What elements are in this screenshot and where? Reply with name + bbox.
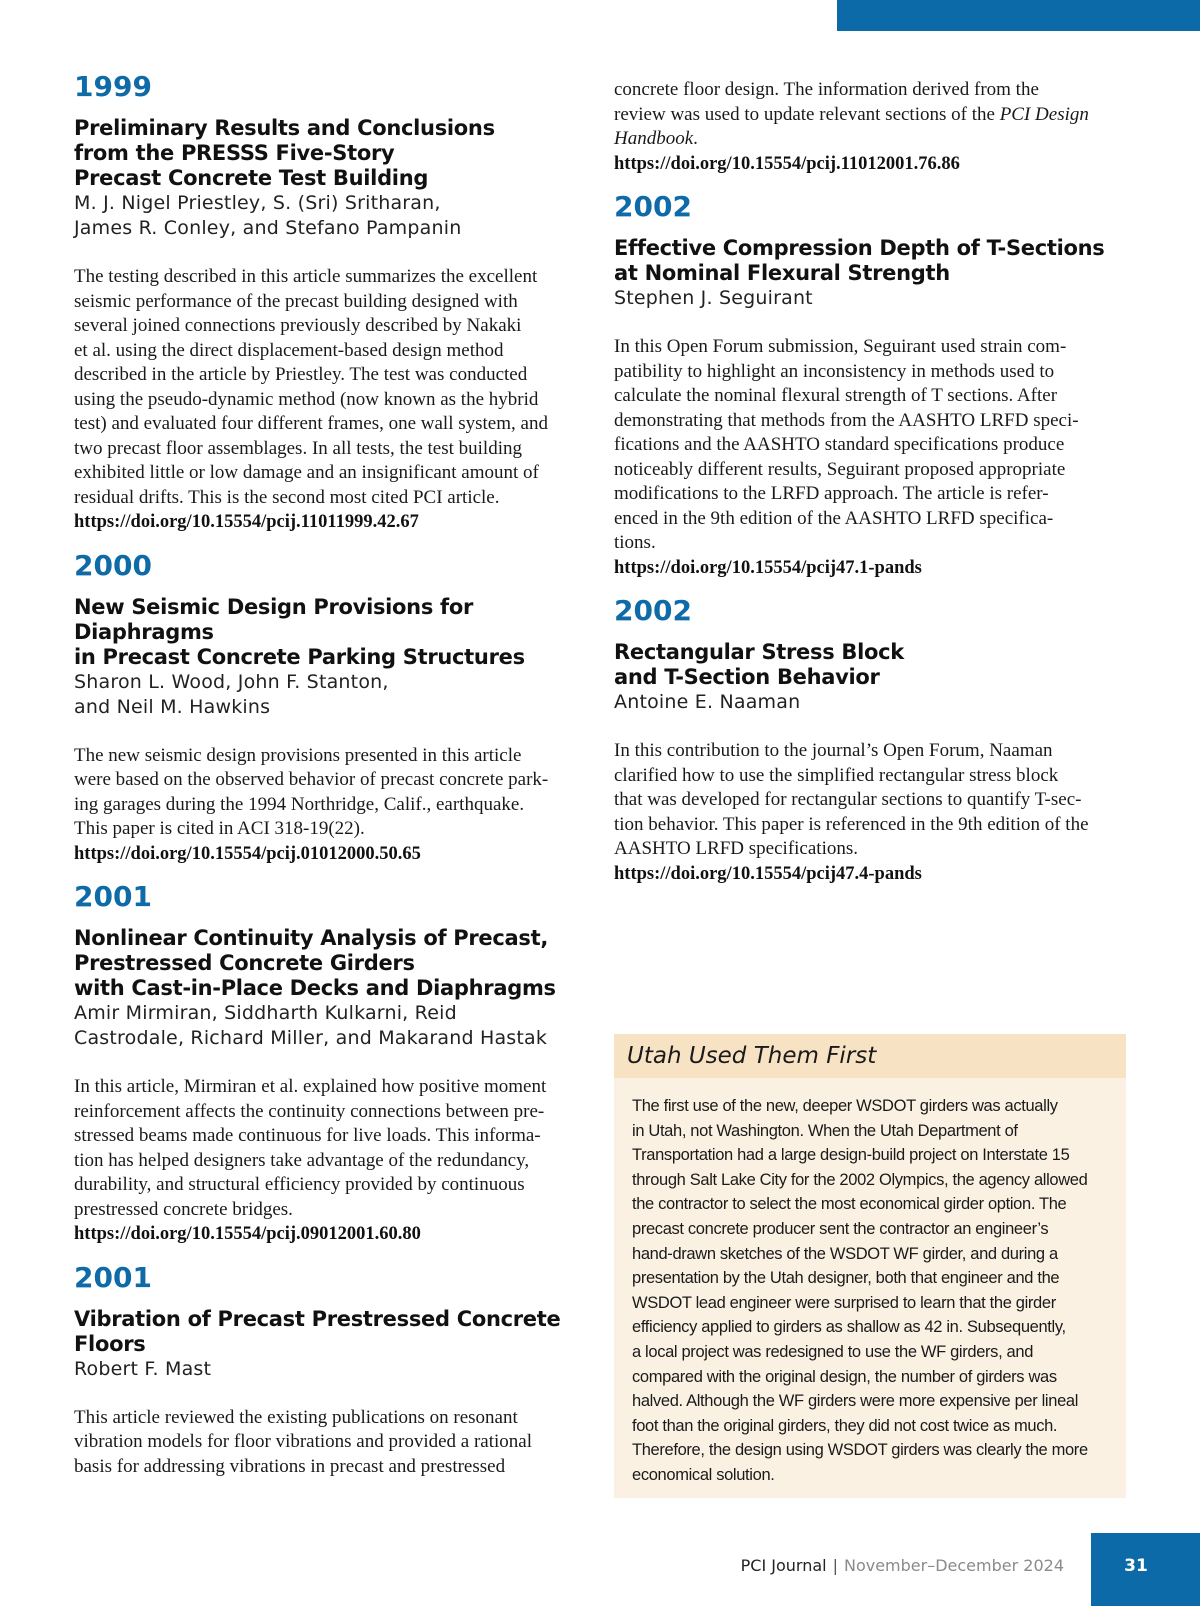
year-heading: 2000 (74, 548, 152, 582)
body-line: ing garages during the 1994 Northridge, Calif., earthquake. (74, 793, 525, 815)
body-line: In this Open Forum submission, Seguirant used strain com- (614, 336, 1067, 357)
sidebar-line: a local project was redesigned to use the WF girders, and (632, 1342, 1034, 1361)
year-heading: 2001 (74, 1260, 152, 1294)
page-number-box (1091, 1533, 1200, 1606)
article-title-line: Rectangular Stress Block (614, 640, 904, 664)
body-line: enced in the 9th edition of the AASHTO LRFD specifica- (614, 507, 1054, 529)
body-line: reinforcement affects the continuity connections between pre- (74, 1100, 545, 1122)
author-line: James R. Conley, and Stefano Pampanin (74, 217, 462, 239)
body-line: basis for addressing vibrations in precast and prestressed (74, 1455, 506, 1477)
sidebar-line: WSDOT lead engineer were surprised to learn that the girder (632, 1293, 1056, 1312)
author-line: Robert F. Mast (74, 1357, 212, 1380)
article-authors (614, 690, 1129, 715)
sidebar-line: presentation by the Utah designer, both that engineer and the (632, 1269, 1060, 1288)
left-column (74, 70, 586, 1479)
body-line: This article reviewed the existing publications on resonant (74, 1406, 518, 1428)
sidebar-line: precast concrete producer sent the contractor an engineer’s (632, 1219, 1049, 1238)
author-line: Amir Mirmiran, Siddharth Kulkarni, Reid (74, 1002, 457, 1024)
body-line: that was developed for rectangular sections to quantify T-sec- (614, 789, 1082, 810)
article-authors (74, 191, 586, 241)
body-line: fications and the AASHTO standard specifications produce (614, 434, 1065, 455)
page-footer (0, 1533, 1200, 1606)
body-line: tions. (614, 532, 656, 553)
article-authors (74, 1357, 586, 1382)
sidebar-line: halved. Although the WF girders were more expensive per lineal (632, 1392, 1079, 1411)
sidebar-body (614, 1078, 1126, 1488)
body-line: et al. using the direct displacement-based design method (74, 339, 504, 361)
body-line: In this contribution to the journal’s Open Forum, Naaman (614, 740, 1053, 761)
continued-article-text (614, 78, 1129, 176)
body-line: test) and evaluated four different frames, one wall system, and (74, 413, 548, 434)
right-entries (614, 190, 1129, 886)
article-title-line: Preliminary Results and Conclusions (74, 116, 495, 140)
author-line: Antoine E. Naaman (614, 691, 801, 713)
sidebar-line: Therefore, the design using WSDOT girders was clearly the more (632, 1441, 1088, 1460)
body-line: were based on the observed behavior of precast concrete park- (74, 769, 549, 790)
article-authors (614, 286, 1129, 311)
body-line: AASHTO LRFD specifications. (614, 838, 858, 859)
footer-journal-info (741, 1556, 1064, 1576)
doi-link[interactable]: https://doi.org/10.15554/pcij.01012000.50.65 (74, 843, 421, 864)
article-authors (74, 1001, 586, 1051)
body-line: stressed beams made continuous for live loads. This informa- (74, 1125, 541, 1146)
body-line: clarified how to use the simplified rectangular stress block (614, 764, 1059, 786)
body-line: review was used to update relevant sections of the PCI Design (614, 103, 1089, 125)
body-line: tion behavior. This paper is referenced in the 9th edition of the (614, 813, 1089, 835)
article-title-line: Prestressed Concrete Girders (74, 951, 415, 975)
body-line: exhibited little or low damage and an insignificant amount of (74, 462, 539, 483)
body-line: demonstrating that methods from the AASHTO LRFD speci- (614, 409, 1079, 431)
article-title-line: from the PRESSS Five-Story (74, 141, 395, 165)
body-line: calculate the nominal flexural strength of T sections. After (614, 385, 1058, 406)
article-title-line: New Seismic Design Provisions for Diaphragms (74, 594, 474, 644)
article-title-line: at Nominal Flexural Strength (614, 261, 950, 285)
doi-link[interactable]: https://doi.org/10.15554/pcij.11011999.42.67 (74, 512, 419, 532)
author-line: M. J. Nigel Priestley, S. (Sri) Sritharan, (74, 192, 441, 214)
author-line: Sharon L. Wood, John F. Stanton, (74, 670, 389, 693)
sidebar-line: efficiency applied to girders as shallow as 42 in. Subsequently, (632, 1318, 1066, 1337)
doi-link[interactable]: https://doi.org/10.15554/pcij47.1-pands (614, 557, 922, 578)
year-heading: 2002 (614, 190, 692, 223)
year-heading: 2001 (74, 880, 152, 913)
doi-link[interactable]: https://doi.org/10.15554/pcij.11012001.76.86 (614, 153, 960, 174)
body-line: In this article, Mirmiran et al. explained how positive moment (74, 1076, 547, 1097)
journal-name: PCI Journal (740, 1556, 827, 1575)
sidebar-line: through Salt Lake City for the 2002 Olympics, the agency allowed (632, 1170, 1088, 1189)
body-line: The testing described in this article summarizes the excellent (74, 266, 538, 287)
body-line: This paper is cited in ACI 318-19(22). (74, 818, 365, 839)
top-accent-bar (837, 0, 1200, 31)
article-entry (614, 190, 1129, 580)
sidebar-box (614, 1034, 1126, 1498)
handbook-title: PCI Design (999, 103, 1089, 125)
article-entry (74, 549, 586, 867)
article-title-line: and T-Section Behavior (614, 665, 880, 689)
article-authors (74, 670, 586, 720)
article-title-line: Precast Concrete Test Building (74, 166, 429, 190)
sidebar-line: compared with the original design, the number of girders was (632, 1367, 1057, 1386)
sidebar-line: the contractor to select the most economical girder option. The (632, 1195, 1067, 1214)
sidebar-line: The first use of the new, deeper WSDOT girders was actually (632, 1097, 1058, 1115)
article-title-line: Effective Compression Depth of T-Sections (614, 236, 1105, 260)
sidebar-line: foot than the original girders, they did not cost twice as much. (632, 1416, 1058, 1435)
doi-link[interactable]: https://doi.org/10.15554/pcij47.4-pands (614, 863, 922, 884)
body-line: concrete floor design. The information derived from the (614, 79, 1039, 100)
body-line: prestressed concrete bridges. (74, 1198, 293, 1220)
article-title-line: with Cast-in-Place Decks and Diaphragms (74, 976, 556, 1000)
footer-separator: | (832, 1556, 838, 1575)
body-line: modifications to the LRFD approach. The article is refer- (614, 483, 1049, 504)
sidebar-title: Utah Used Them First (614, 1034, 1126, 1078)
body-line: tion has helped designers take advantage of the redundancy, (74, 1149, 530, 1171)
article-entry (74, 70, 586, 535)
body-line: using the pseudo-dynamic method (now known as the hybrid (74, 388, 539, 410)
author-line: and Neil M. Hawkins (74, 695, 271, 718)
sidebar-line: in Utah, not Washington. When the Utah Department of (632, 1121, 1018, 1140)
body-line: patibility to highlight an inconsistency in methods used to (614, 360, 1055, 382)
body-line: Handbook. (614, 128, 698, 149)
doi-link[interactable]: https://doi.org/10.15554/pcij.09012001.60.80 (74, 1224, 421, 1244)
article-entry (74, 880, 586, 1247)
body-line: described in the article by Priestley. The test was conducted (74, 364, 528, 385)
handbook-title: Handbook (614, 128, 694, 149)
article-title-line: Floors (74, 1331, 146, 1356)
author-line: Stephen J. Seguirant (614, 287, 813, 309)
article-title-line: Vibration of Precast Prestressed Concrete (74, 1306, 561, 1331)
body-line: durability, and structural efficiency provided by continuous (74, 1174, 525, 1195)
article-title-line: in Precast Concrete Parking Structures (74, 644, 525, 669)
issue-date: November–December 2024 (843, 1556, 1064, 1575)
year-heading: 1999 (74, 70, 152, 103)
body-line: two precast floor assemblages. In all tests, the test building (74, 437, 522, 459)
article-title-line: Nonlinear Continuity Analysis of Precast, (74, 926, 549, 950)
body-line: The new seismic design provisions presented in this article (74, 744, 522, 766)
body-line: vibration models for floor vibrations and provided a rational (74, 1431, 532, 1452)
body-line: several joined connections previously described by Nakaki (74, 315, 522, 336)
body-line: noticeably different results, Seguirant proposed appropriate (614, 458, 1066, 480)
body-line: residual drifts. This is the second most cited PCI article. (74, 486, 500, 508)
author-line: Castrodale, Richard Miller, and Makarand Hastak (74, 1027, 548, 1049)
article-entry (614, 594, 1129, 886)
right-column (614, 78, 1129, 900)
year-heading: 2002 (614, 594, 692, 627)
body-line: seismic performance of the precast building designed with (74, 290, 518, 312)
sidebar-line: hand-drawn sketches of the WSDOT WF girder, and during a (632, 1244, 1058, 1263)
page-number: 31 (1124, 1556, 1148, 1576)
sidebar-line: Transportation had a large design-build project on Interstate 15 (632, 1146, 1070, 1165)
sidebar-line: economical solution. (632, 1465, 775, 1484)
article-entry (74, 1261, 586, 1480)
